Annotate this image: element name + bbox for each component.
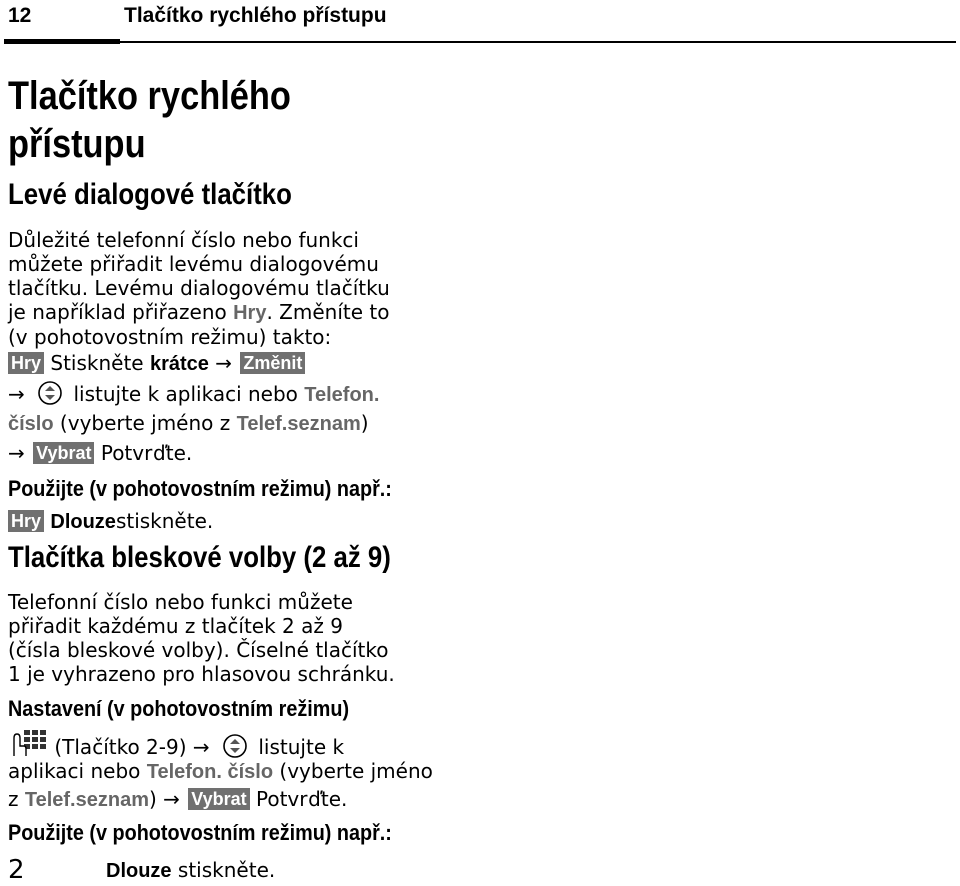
arrow-icon: →	[8, 382, 25, 406]
setup-step-2: aplikaci nebo Telefon. číslo (vyberte jméno	[8, 759, 433, 783]
setup-step-1: (Tlačítko 2-9) → listujte k	[8, 728, 344, 760]
arrow-icon: →	[8, 441, 25, 465]
section1-intro: Důležité telefonní číslo nebo funkci můžete přiřadit levému dialogovému tlačítku. Levému dialogovému tlačítku je například přiřazeno Hry. Změníte to (v pohotovostním režimu) takto:	[8, 228, 390, 349]
header-rule-thick	[4, 39, 120, 44]
arrow-icon: →	[215, 351, 233, 375]
keypad-icon	[8, 728, 48, 758]
page-number: 12	[8, 4, 32, 27]
header-rule-thin	[120, 41, 956, 43]
step-2: → listujte k aplikaci nebo Telefon.	[8, 382, 380, 406]
softkey-vybrat[interactable]: Vybrat	[33, 442, 94, 464]
softkey-hry[interactable]: Hry	[8, 510, 44, 532]
arrow-icon: →	[192, 735, 210, 759]
step-4: → Vybrat Potvrďte.	[8, 441, 193, 465]
use-heading-1: Použijte (v pohotovostním režimu) např.:	[8, 476, 392, 501]
digit-key-2[interactable]: 2	[8, 855, 25, 885]
section2-intro: Telefonní číslo nebo funkci můžete přiřadit každému z tlačítek 2 až 9 (čísla bleskové volby). Číselné tlačítko 1 je vyhrazeno pro hlasovou schránku.	[8, 590, 395, 686]
running-header-title: Tlačítko rychlého přístupu	[124, 4, 387, 27]
section-heading-left-key: Levé dialogové tlačítko	[8, 178, 292, 211]
use-heading-2: Použijte (v pohotovostním režimu) např.:	[8, 820, 392, 845]
nav-up-down-icon	[222, 733, 248, 759]
softkey-hry[interactable]: Hry	[8, 352, 44, 374]
setup-step-3: z Telef.seznam) → Vybrat Potvrďte.	[8, 787, 348, 811]
step-3: číslo (vyberte jméno z Telef.seznam)	[8, 411, 369, 435]
use-step-1: Hry Dlouzestiskněte.	[8, 508, 213, 535]
use-step-2: Dlouze stiskněte.	[106, 858, 276, 882]
page-title: Tlačítko rychlého přístupu	[8, 74, 291, 166]
arrow-icon: →	[163, 787, 180, 811]
nav-up-down-icon	[37, 380, 63, 406]
softkey-vybrat[interactable]: Vybrat	[188, 788, 249, 810]
section-heading-speed-dial: Tlačítka bleskové volby (2 až 9)	[8, 541, 391, 574]
setup-heading: Nastavení (v pohotovostním režimu)	[8, 696, 350, 721]
softkey-zmenit[interactable]: Změnit	[240, 352, 305, 374]
step-1: Hry Stiskněte krátce → Změnit	[8, 350, 305, 377]
